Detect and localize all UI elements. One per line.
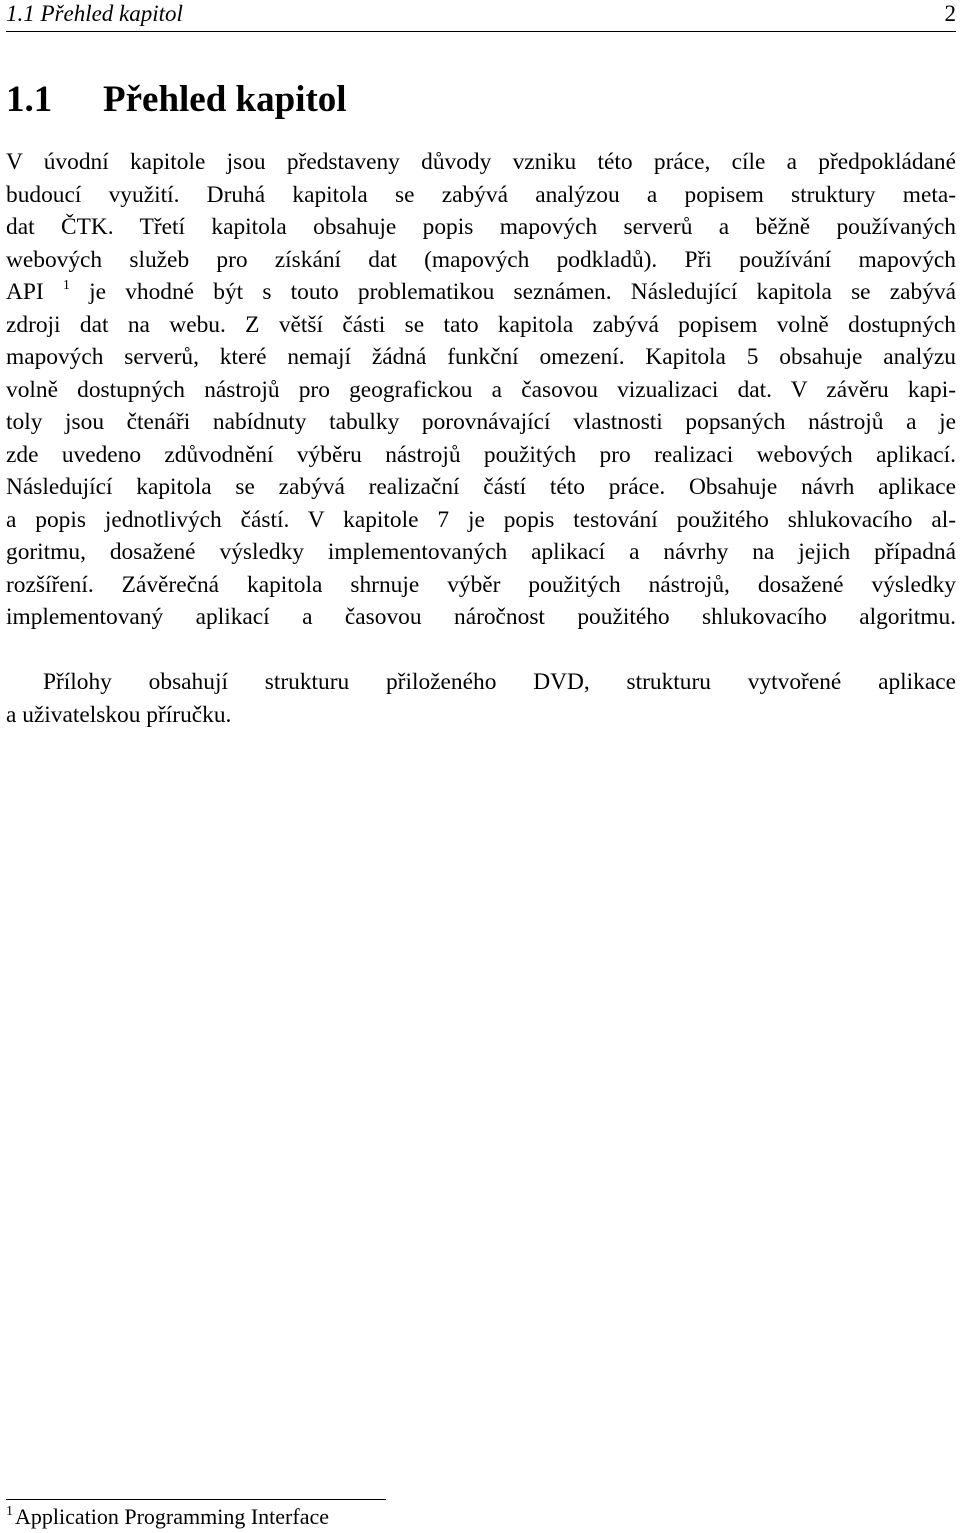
section-number: 1.1	[6, 79, 53, 120]
text-fragment: je vhodné být s touto problematikou seznámen. Následující kapitola se zabývá	[89, 279, 956, 305]
page-number: 2	[944, 1, 956, 26]
text-line: a popis jednotlivých částí. V kapitole 7 je popis testování použitého shlukovacího al-	[6, 506, 956, 533]
body-text	[6, 146, 956, 731]
section-title: Přehled kapitol	[103, 79, 347, 120]
text-line: implementovaný aplikací a časovou náročnost použitého shlukovacího algoritmu.	[6, 604, 956, 630]
text-line: zde uvedeno zdůvodnění výběru nástrojů použitých pro realizaci webových aplikací.	[6, 441, 956, 468]
text-line: goritmu, dosažené výsledky implementovaných aplikací a návrhy na jejich případná	[6, 539, 956, 565]
text-line: volně dostupných nástrojů pro geografickou a časovou vizualizaci dat. V závěru kapi-	[6, 376, 956, 403]
text-line: budoucí využití. Druhá kapitola se zabývá analýzou a popisem struktury meta-	[6, 181, 956, 208]
text-line: mapových serverů, které nemají žádná funkční omezení. Kapitola 5 obsahuje analýzu	[6, 344, 956, 370]
footnote-divider	[6, 1499, 386, 1500]
text-line: rozšíření. Závěrečná kapitola shrnuje výběr použitých nástrojů, dosažené výsledky	[6, 571, 956, 598]
text-line: zdroji dat na webu. Z větší části se tato kapitola zabývá popisem volně dostupných	[6, 311, 956, 338]
section-heading	[6, 76, 347, 124]
footnote-text: Application Programming Interface	[15, 1504, 330, 1529]
text-line: Následující kapitola se zabývá realizační částí této práce. Obsahuje návrh aplikace	[6, 474, 956, 500]
paragraph-2	[6, 666, 956, 731]
text-line-with-footnote	[6, 276, 956, 309]
running-header-section-title: 1.1 Přehled kapitol	[6, 1, 183, 26]
text-line: V úvodní kapitole jsou představeny důvody vzniku této práce, cíle a předpokládané	[6, 149, 956, 175]
text-line: a uživatelskou příručku.	[6, 701, 232, 728]
text-line: toly jsou čtenáři nabídnuty tabulky porovnávající vlastnosti popsaných nástrojů a je	[6, 409, 956, 435]
text-line: Přílohy obsahují strukturu přiloženého DVD, strukturu vytvořené aplikace	[43, 669, 956, 695]
paragraph-1	[6, 146, 956, 666]
text-line: webových služeb pro získání dat (mapových podkladů). Při používání mapových	[6, 246, 956, 273]
footnote	[6, 1502, 329, 1532]
footnote-number: 1	[6, 1504, 13, 1519]
text-line: dat ČTK. Třetí kapitola obsahuje popis mapových serverů a běžně používaných	[6, 214, 956, 240]
api-term: API	[6, 279, 44, 305]
text-line	[6, 634, 956, 667]
running-header	[6, 0, 956, 32]
footnote-marker[interactable]: 1	[62, 278, 70, 293]
